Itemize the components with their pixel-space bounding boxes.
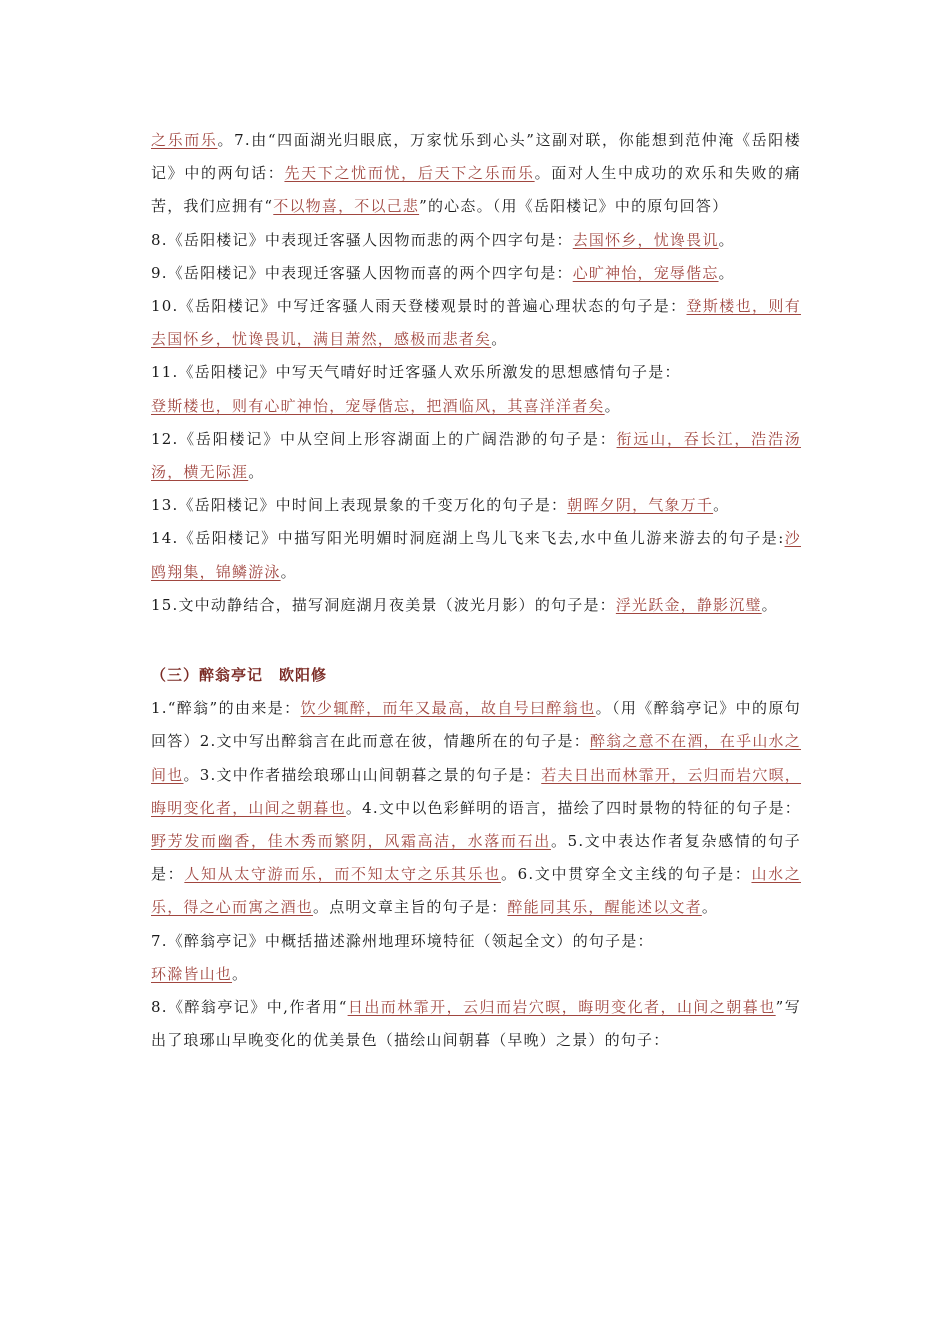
question-text: 13.《岳阳楼记》中时间上表现景象的千变万化的句子是： <box>151 496 568 515</box>
question-text: 。 <box>713 496 730 515</box>
question-paragraph <box>151 692 801 924</box>
question-text: ”写出了琅琊山早晚变化的优美景色（描绘山间朝暮（早晚）之景）的句子： <box>151 998 801 1050</box>
question-text: 14.《岳阳楼记》中描写阳光明媚时洞庭湖上鸟儿飞来飞去,水中鱼儿游来游去的句子是: <box>151 529 785 548</box>
answer-text: 先天下之忧而忧，后天下之乐而乐 <box>284 164 535 183</box>
question-text: 。 <box>491 330 508 349</box>
question-text: ”的心态。（用《岳阳楼记》中的原句回答） <box>419 197 729 216</box>
answer-text: 登斯楼也，则有心旷神怡，宠辱偕忘，把酒临风，其喜洋洋者矣 <box>151 396 605 415</box>
answer-text: 醉能同其乐，醒能述以文者 <box>507 898 702 917</box>
question-text: 8.《醉翁亭记》中,作者用“ <box>151 998 348 1017</box>
question-text: 。3.文中作者描绘琅琊山山间朝暮之景的句子是： <box>183 765 542 784</box>
question-text: 。 <box>718 230 735 249</box>
answer-text: 醉翁之意不在酒，在乎山水之间也 <box>151 732 801 784</box>
question-text: 。5.文中表达作者复杂感情的句子是： <box>151 832 801 884</box>
answer-text: 环滁皆山也 <box>151 964 233 983</box>
section-title: （三）醉翁亭记 欧阳修 <box>151 666 328 685</box>
question-text: 。 <box>248 463 265 482</box>
answer-text: 之乐而乐 <box>151 131 218 149</box>
answer-text: 不以物喜，不以己悲 <box>273 197 420 216</box>
question-text: 11.《岳阳楼记》中写天气晴好时迁客骚人欢乐所激发的思想感情句子是： <box>151 363 681 382</box>
yueyanglou-questions <box>151 124 801 622</box>
question-paragraph <box>151 522 801 588</box>
answer-text: 野芳发而幽香，佳木秀而繁阴，风霜高洁，水落而石出 <box>151 832 551 851</box>
answer-text: 去国怀乡，忧谗畏讥 <box>572 230 719 249</box>
question-paragraph <box>151 224 801 257</box>
zuiwengting-questions <box>151 692 801 1057</box>
question-text: 8.《岳阳楼记》中表现迁客骚人因物而悲的两个四字句是： <box>151 230 573 249</box>
question-text: 。点明文章主旨的句子是： <box>313 898 508 917</box>
question-text: 。 <box>232 964 249 983</box>
question-paragraph <box>151 423 801 489</box>
question-paragraph <box>151 257 801 290</box>
question-text: 。面对人生中成功的欢乐和失败的痛苦，我们应拥有“ <box>151 164 802 216</box>
question-text: 7.《醉翁亭记》中概括描述滁州地理环境特征（领起全文）的句子是： <box>151 931 654 950</box>
answer-text: 山水之乐，得之心而寓之酒也 <box>151 865 801 917</box>
question-text: 。 <box>280 562 297 581</box>
question-text: 15.文中动静结合，描写洞庭湖月夜美景（波光月影）的句子是： <box>151 595 616 614</box>
answer-text: 若夫日出而林霏开，云归而岩穴暝，晦明变化者，山间之朝暮也 <box>151 765 802 817</box>
question-paragraph <box>151 589 801 622</box>
answer-text: 朝晖夕阴，气象万千 <box>567 496 714 515</box>
question-paragraph <box>151 356 801 422</box>
question-paragraph <box>151 925 801 991</box>
answer-text: 日出而林霏开，云归而岩穴暝，晦明变化者，山间之朝暮也 <box>347 998 776 1017</box>
answer-text: 心旷神怡，宠辱偕忘 <box>572 263 719 282</box>
question-paragraph <box>151 124 801 224</box>
answer-text: 衔远山，吞长江，浩浩汤汤，横无际涯 <box>151 429 801 482</box>
document-page <box>151 124 801 1057</box>
question-text: 1.“醉翁”的由来是： <box>151 699 301 718</box>
answer-text: 人知从太守游而乐，而不知太守之乐其乐也 <box>184 865 501 884</box>
question-text: 9.《岳阳楼记》中表现迁客骚人因物而喜的两个四字句是： <box>151 263 573 282</box>
question-paragraph <box>151 991 801 1057</box>
answer-text: 饮少辄醉，而年又最高，故自号曰醉翁也 <box>300 699 596 718</box>
question-text: 。 <box>718 263 735 282</box>
question-paragraph <box>151 290 801 356</box>
answer-text: 沙鸥翔集，锦鳞游泳 <box>151 529 801 581</box>
question-text: 。6.文中贯穿全文主线的句子是： <box>500 865 752 884</box>
question-text: 。 <box>701 898 719 917</box>
question-paragraph <box>151 489 801 522</box>
question-text: 。 <box>761 595 778 614</box>
answer-text: 登斯楼也，则有去国怀乡，忧谗畏讥，满目萧然，感极而悲者矣 <box>151 297 801 349</box>
answer-text: 浮光跃金，静影沉璧 <box>615 595 762 614</box>
question-text: 12.《岳阳楼记》中从空间上形容湖面上的广阔浩渺的句子是： <box>151 429 617 448</box>
question-text: 10.《岳阳楼记》中写迁客骚人雨天登楼观景时的普遍心理状态的句子是： <box>151 297 687 316</box>
question-text: 。（用《醉翁亭记》中的原句回答）2.文中写出醉翁言在此而意在彼，情趣所在的句子是： <box>151 699 801 751</box>
question-text: 。4.文中以色彩鲜明的语言，描绘了四时景物的特征的句子是： <box>345 798 801 817</box>
question-text: 。7.由“四面湖光归眼底，万家忧乐到心头”这副对联，你能想到范仲淹《岳阳楼记》中的两句话： <box>151 131 801 183</box>
question-text: 。 <box>604 396 621 415</box>
